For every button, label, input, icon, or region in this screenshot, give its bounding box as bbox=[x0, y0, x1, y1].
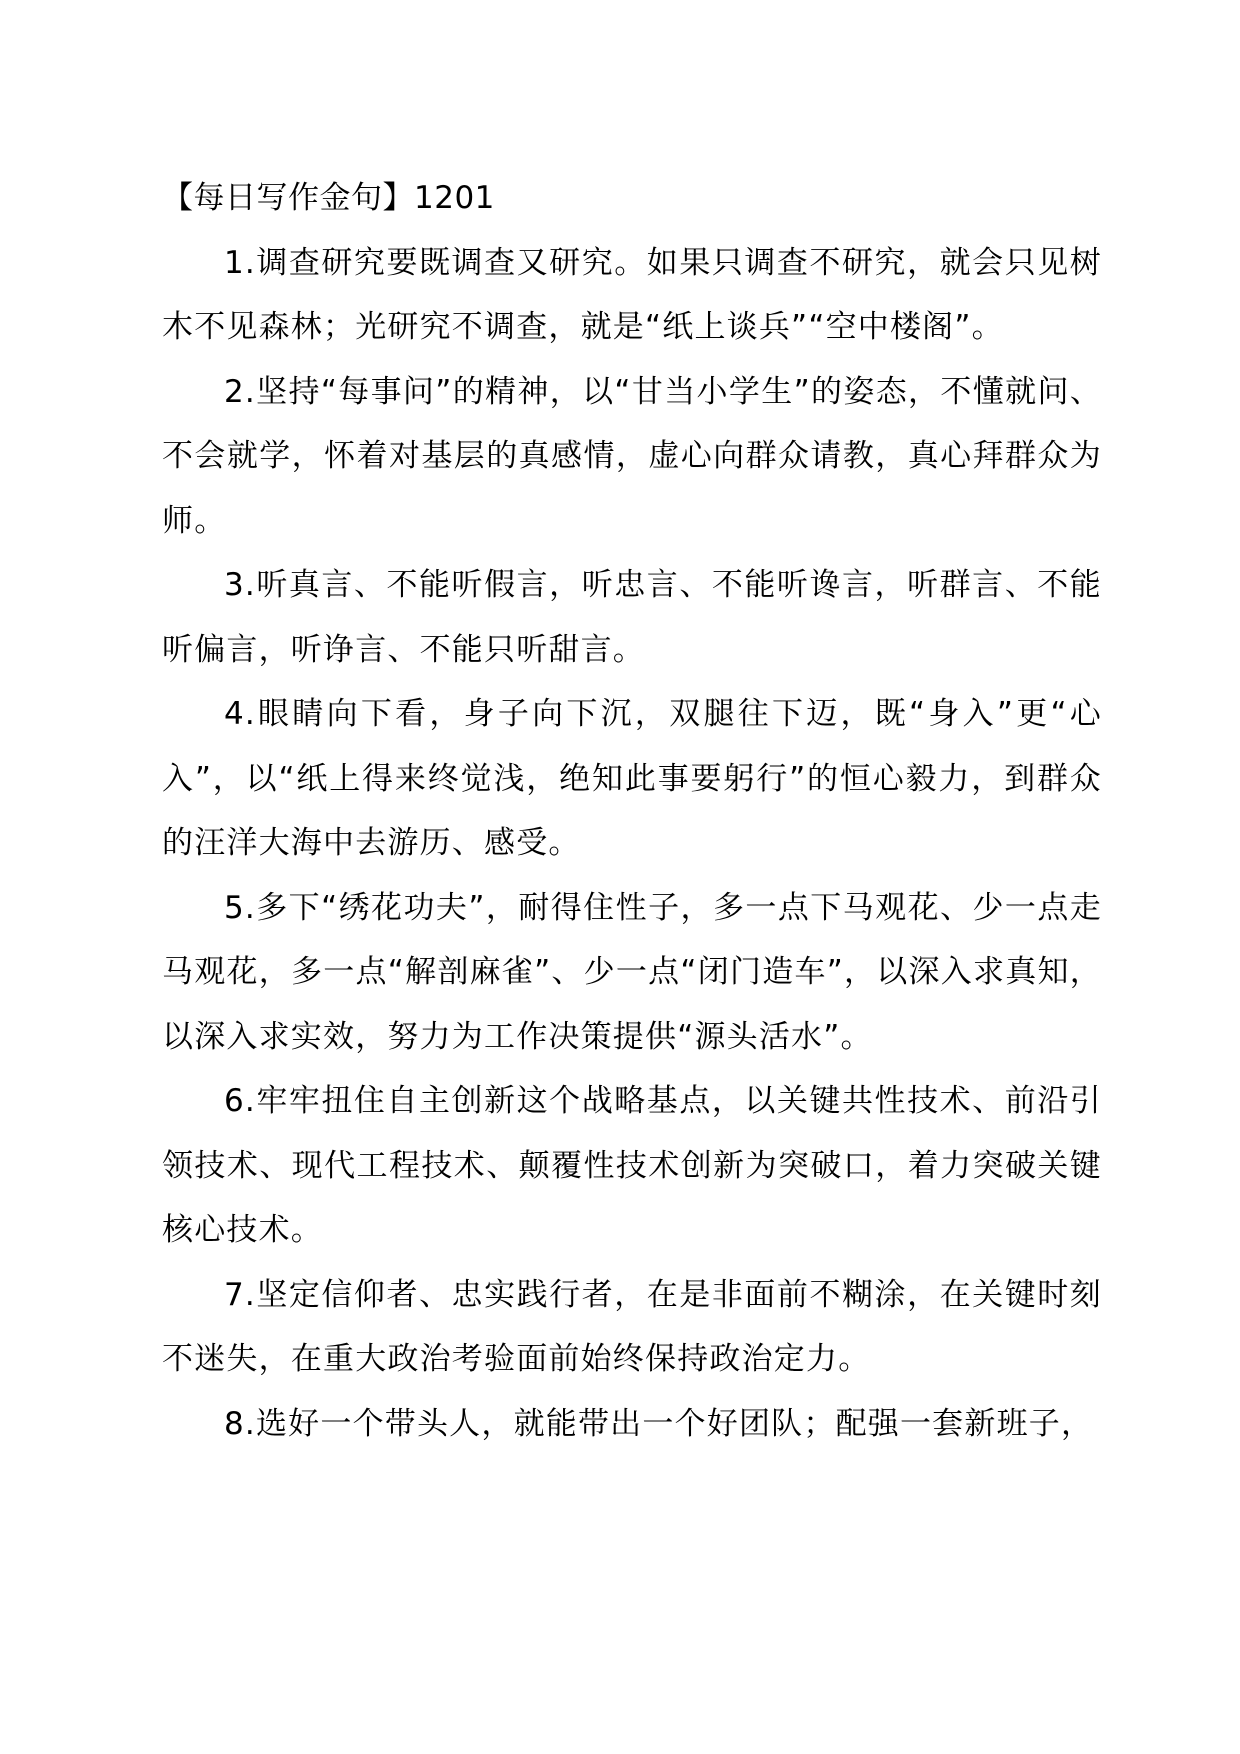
quote-item-3: 3.听真言、不能听假言，听忠言、不能听谗言，听群言、不能听偏言，听诤言、不能只听甜言。 bbox=[162, 567, 1102, 668]
quote-item-5: 5.多下“绣花功夫”，耐得住性子，多一点下马观花、少一点走马观花，多一点“解剖麻雀”、少一点“闭门造车”，以深入求真知，以深入求实效，努力为工作决策提供“源头活水”。 bbox=[162, 889, 1102, 1055]
quote-item-1: 1.调查研究要既调查又研究。如果只调查不研究，就会只见树木不见森林；光研究不调查，就是“纸上谈兵”“空中楼阁”。 bbox=[162, 244, 1102, 345]
quote-item-2: 2.坚持“每事问”的精神，以“甘当小学生”的姿态，不懂就问、不会就学，怀着对基层的真感情，虚心向群众请教，真心拜群众为师。 bbox=[162, 373, 1102, 539]
quote-item-8: 8.选好一个带头人，就能带出一个好团队；配强一套新班子， bbox=[224, 1405, 1094, 1442]
quote-item-7: 7.坚定信仰者、忠实践行者，在是非面前不糊涂，在关键时刻不迷失，在重大政治考验面前始终保持政治定力。 bbox=[162, 1276, 1102, 1377]
document-title: 【每日写作金句】1201 bbox=[162, 180, 495, 216]
quote-item-4: 4.眼睛向下看，身子向下沉，双腿往下迈，既“身入”更“心入”，以“纸上得来终觉浅，绝知此事要躬行”的恒心毅力，到群众的汪洋大海中去游历、感受。 bbox=[162, 696, 1102, 861]
quote-item-6: 6.牢牢扭住自主创新这个战略基点，以关键共性技术、前沿引领技术、现代工程技术、颠覆性技术创新为突破口，着力突破关键核心技术。 bbox=[162, 1083, 1102, 1248]
document-body bbox=[162, 166, 1102, 1456]
